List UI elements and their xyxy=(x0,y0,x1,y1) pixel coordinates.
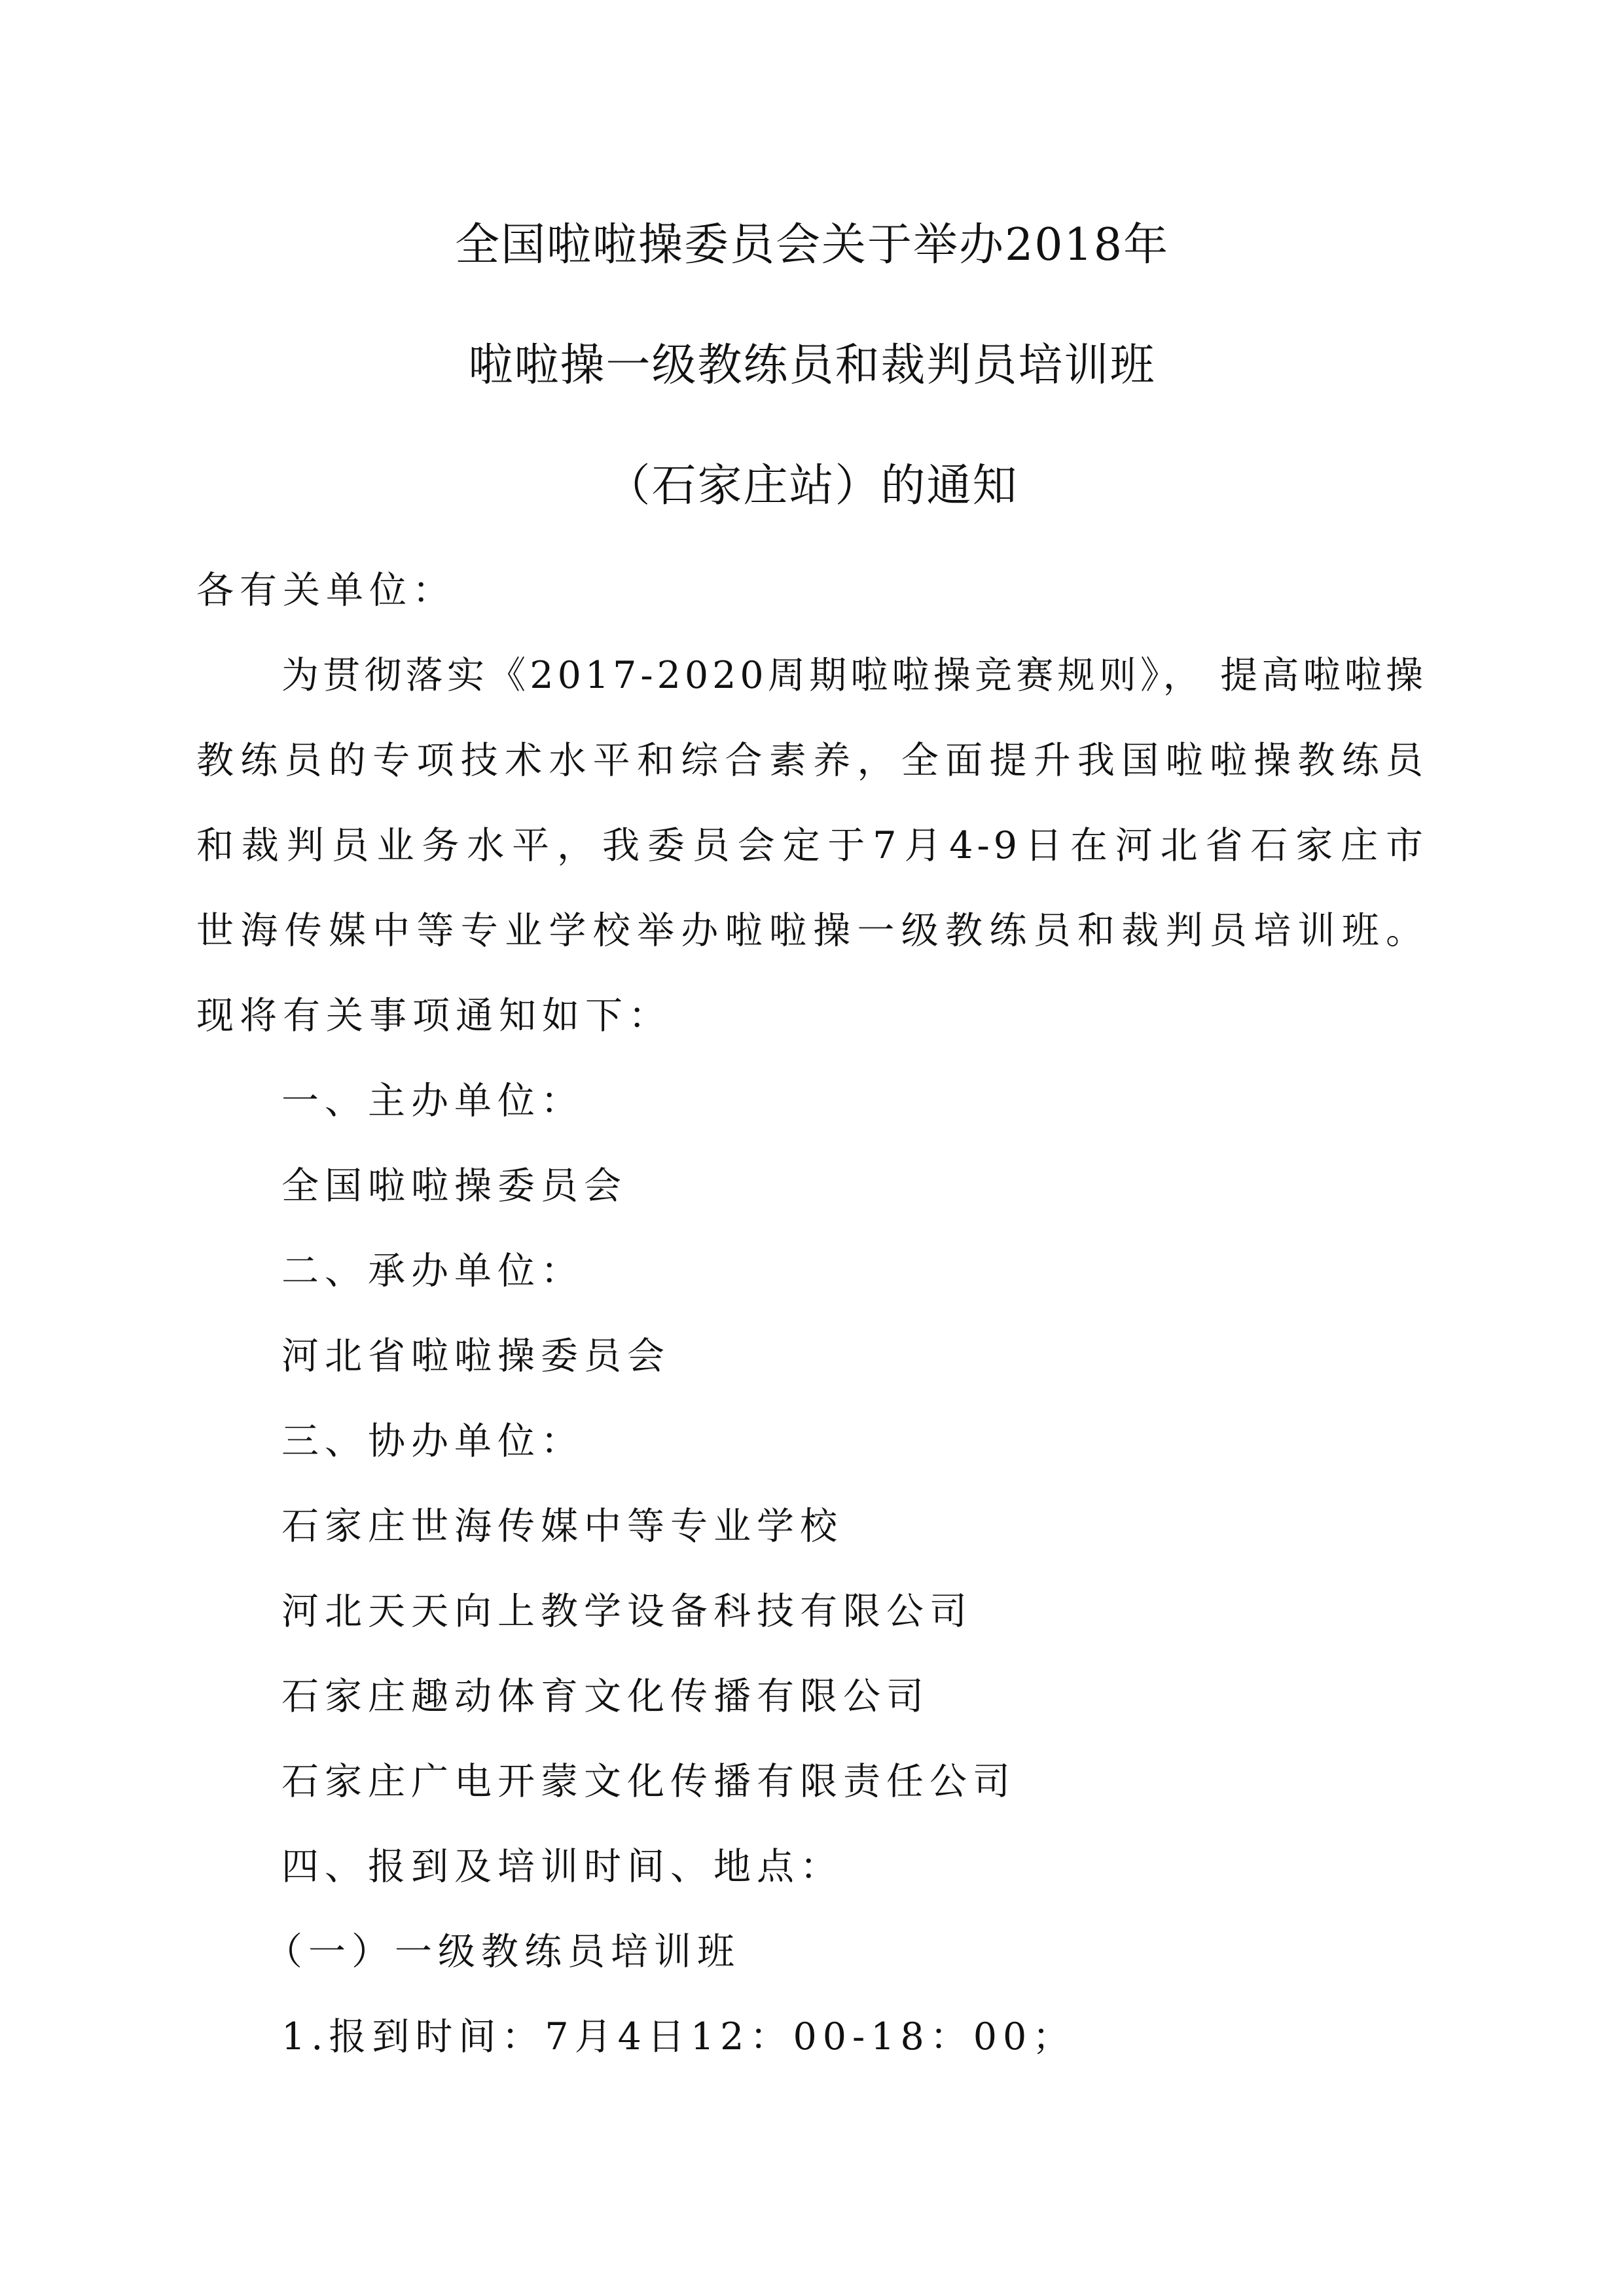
title-line-3: （石家庄站）的通知 xyxy=(605,460,1019,512)
intro-paragraph-line: 世海传媒中等专业学校举办啦啦操一级教练员和裁判员培训班。 xyxy=(196,909,1427,952)
host-heading: 一、主办单位： xyxy=(281,1079,584,1122)
checkin-time: 1.报到时间：7月4日12：00-18：00； xyxy=(281,2015,1076,2058)
title-line-1: 全国啦啦操委员会关于举办2018年 xyxy=(454,219,1170,271)
cooperator-item: 石家庄世海传媒中等专业学校 xyxy=(281,1505,843,1548)
intro-paragraph-line: 教练员的专项技术水平和综合素养，全面提升我国啦啦操教练员 xyxy=(196,739,1427,782)
title-line-2: 啦啦操一级教练员和裁判员培训班 xyxy=(468,340,1156,391)
organizer-heading: 二、承办单位： xyxy=(281,1249,584,1293)
intro-paragraph-line: 为贯彻落实《2017-2020周期啦啦操竞赛规则》， 提高啦啦操 xyxy=(281,654,1427,697)
salutation: 各有关单位： xyxy=(196,569,456,612)
host-name: 全国啦啦操委员会 xyxy=(281,1164,627,1208)
intro-paragraph-line: 现将有关事项通知如下： xyxy=(196,994,672,1037)
time-place-heading: 四、报到及培训时间、地点： xyxy=(281,1845,843,1888)
cooperator-item: 河北天天向上教学设备科技有限公司 xyxy=(281,1590,973,1633)
document-title xyxy=(0,219,1624,584)
intro-paragraph-line: 和裁判员业务水平，我委员会定于7月4-9日在河北省石家庄市 xyxy=(196,824,1427,867)
cooperator-item: 石家庄趣动体育文化传播有限公司 xyxy=(281,1675,929,1718)
coach-class-heading: （一）一级教练员培训班 xyxy=(265,1930,740,1973)
cooperator-item: 石家庄广电开蒙文化传播有限责任公司 xyxy=(281,1760,1016,1803)
organizer-name: 河北省啦啦操委员会 xyxy=(281,1335,670,1378)
document-body xyxy=(196,571,1427,2102)
cooperator-heading: 三、协办单位： xyxy=(281,1420,584,1463)
